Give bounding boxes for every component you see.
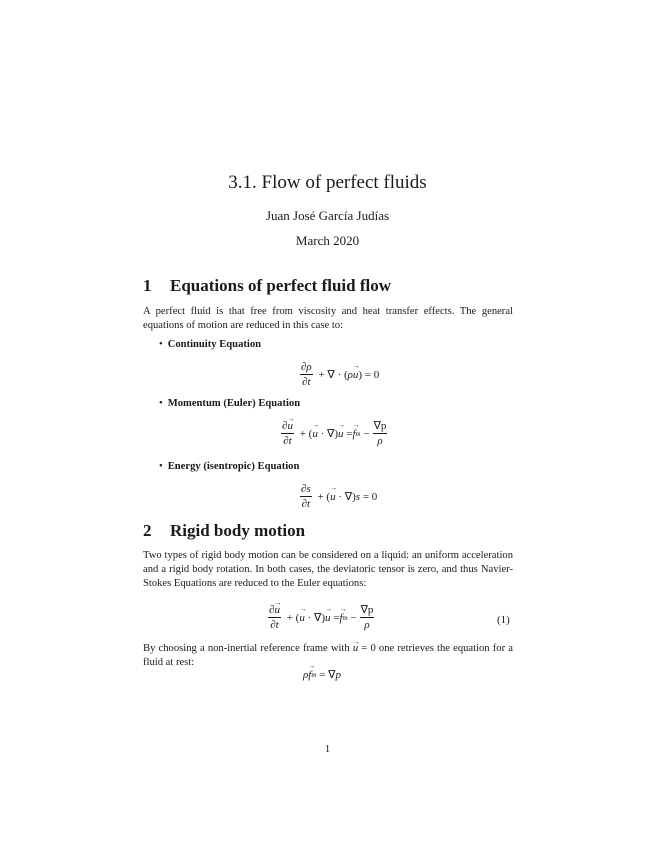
equation-continuity: $\frac{\partial\rho}{\partial t}$ + ∇ · ( ρ u → ) = 0 <box>297 361 379 388</box>
paper-author: Juan José García Judías <box>265 208 390 223</box>
equation-energy: $\frac{\partial s}{\partial t}$ + ( u → · ∇) s = 0 <box>297 483 377 510</box>
equation-1-number: (1) <box>497 614 510 626</box>
paper-title: 3.1. Flow of perfect fluids <box>228 172 427 193</box>
bullet-dot: • <box>159 339 163 350</box>
after-text-part-2: one retrieves the equation for a fluid at rest: <box>143 643 513 668</box>
section-1-intro: A perfect fluid is that free from viscosity and heat transfer effects. The general equations of motion are reduced in this case to: <box>143 306 513 331</box>
section-2-intro: Two types of rigid body motion can be considered on a liquid: an uniform acceleration and a rigid body rotation. In both cases, the deviatoric tensor is zero, and thus Navier-Stokes Equations are reduced to the Euler equations: <box>143 550 513 589</box>
bullet-continuity-label: Continuity Equation <box>167 339 262 350</box>
section-2-heading <box>143 521 305 541</box>
bullet-energy-label: Energy (isentropic) Equation <box>167 461 300 472</box>
section-2-title: Rigid body motion <box>170 521 306 540</box>
bullet-continuity <box>159 339 261 350</box>
equation-1: $\frac{\partial u \to}{\partial t}$ + ( u → · ∇) u → = f → m − $\frac{\nabla p}{\rho}$ <box>265 604 377 631</box>
after-text-part-1: By choosing a non-inertial reference frame with <box>143 643 350 654</box>
section-1-title: Equations of perfect fluid flow <box>170 276 391 295</box>
page-number: 1 <box>324 743 331 755</box>
paper-date: March 2020 <box>295 233 360 248</box>
section-2-after-text: By choosing a non-inertial reference frame with u → = 0 one retrieves the equation for a fluid at rest: <box>143 642 513 670</box>
bullet-momentum-label: Momentum (Euler) Equation <box>167 398 301 409</box>
bullet-dot: • <box>159 461 163 472</box>
section-1-heading <box>143 276 391 296</box>
equation-euler: $\frac{\partial u \to}{\partial t}$ + ( u → · ∇) u → = f → m − $\frac{\nabla p}{\rho}$ <box>278 420 390 447</box>
bullet-momentum <box>159 398 300 409</box>
equation-fluid-at-rest: ρ f → m = ∇ p <box>303 668 341 681</box>
section-2-number: 2 <box>143 521 152 540</box>
bullet-dot: • <box>159 398 163 409</box>
section-1-number: 1 <box>143 276 152 295</box>
bullet-energy <box>159 461 299 472</box>
